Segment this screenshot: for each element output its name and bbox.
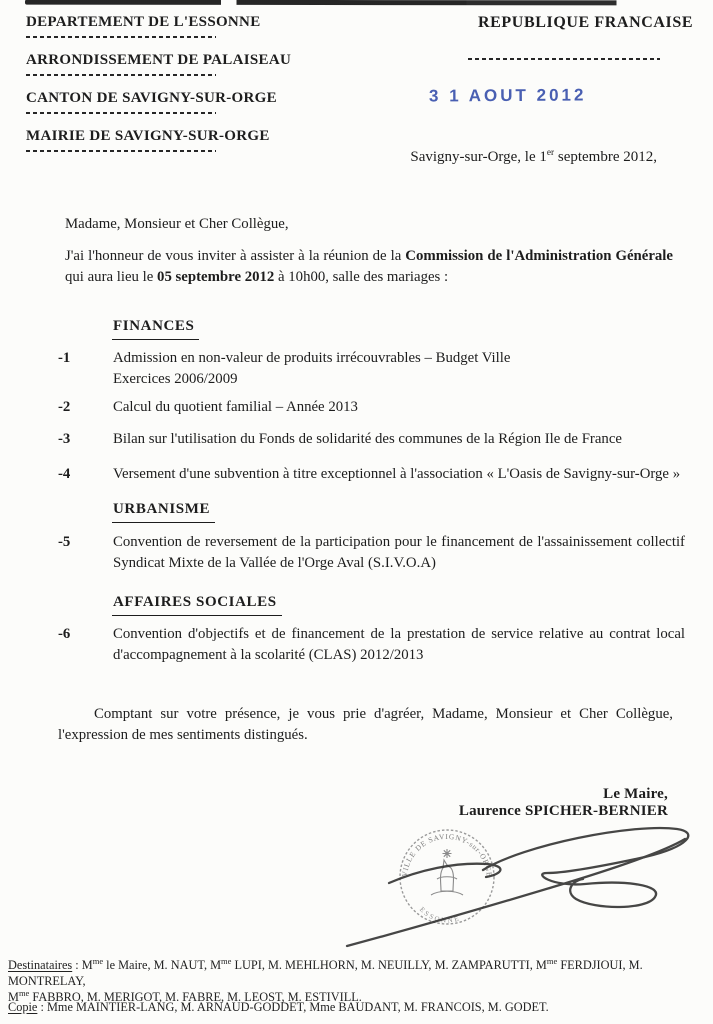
- divider-dashes: [26, 150, 216, 152]
- recipients-sup: me: [92, 955, 104, 966]
- item-number: -2: [58, 399, 71, 415]
- recipients-text: : M: [72, 958, 93, 972]
- signature-scrawl: [347, 828, 688, 946]
- closing-line: Comptant sur votre présence, je vous prie d'agréer, Madame, Monsieur et Cher Collègue,: [94, 706, 673, 722]
- section-title-urbanisme: [113, 499, 215, 523]
- seal-bottom-text: ESSONNE: [417, 905, 462, 925]
- sender-header-block: [26, 12, 292, 164]
- dateline-text: septembre 2012,: [554, 149, 657, 165]
- dateline: [410, 147, 657, 168]
- sender-line-canton: CANTON DE SAVIGNY-SUR-ORGE: [26, 90, 277, 106]
- recipients-sup: me: [546, 955, 558, 966]
- section-title-text: URBANISME: [112, 499, 215, 523]
- item-number: -1: [58, 350, 71, 366]
- item-number: -3: [58, 431, 71, 447]
- agenda-item-1: [58, 348, 676, 390]
- agenda-item-2: [58, 397, 676, 418]
- recipients-sup: me: [18, 987, 30, 998]
- section-title-text: FINANCES: [112, 316, 199, 340]
- closing-line: l'expression de mes sentiments distingués.: [58, 727, 308, 743]
- item-line: Bilan sur l'utilisation du Fonds de solidarité des communes de la Région Ile de France: [113, 431, 622, 447]
- intro-paragraph: [65, 246, 673, 288]
- item-line: Syndicat Mixte de la Vallée de l'Orge Aval (S.I.V.O.A): [113, 555, 436, 571]
- recipients-sup: me: [221, 955, 232, 966]
- item-number: -6: [58, 626, 71, 642]
- divider-dashes: [26, 112, 216, 114]
- intro-text: à 10h00, salle des mariages :: [274, 269, 449, 285]
- section-title-affaires-sociales: [113, 592, 282, 616]
- dateline-text: Savigny-sur-Orge, le 1: [410, 149, 547, 165]
- city-seal: [400, 830, 494, 925]
- item-line: d'accompagnement à la scolarité (CLAS) 2012/2013: [113, 647, 424, 663]
- divider-dashes: [468, 58, 660, 60]
- sender-line-arrondissement: ARRONDISSEMENT DE PALAISEAU: [26, 52, 292, 68]
- closing-paragraph: [58, 704, 673, 746]
- item-line: Versement d'une subvention à titre exceptionnel à l'association « L'Oasis de Savigny-sur-Orge »: [113, 466, 681, 482]
- received-date-stamp: 3 1 AOUT 2012: [428, 85, 587, 106]
- seal-ring-text: VILLE DE SAVIGNY-sur-ORGE: [399, 831, 495, 878]
- republic-title: REPUBLIQUE FRANCAISE: [478, 14, 694, 31]
- sender-line-departement: DEPARTEMENT DE L'ESSONNE: [26, 14, 261, 30]
- item-line: Convention de reversement de la participation pour le financement de l'assainissement collectif: [113, 534, 685, 550]
- seal-tower-emblem: [431, 849, 463, 895]
- section-title-text: AFFAIRES SOCIALES: [112, 592, 282, 616]
- intro-line-2: [65, 267, 673, 288]
- signature-and-seal: [333, 813, 711, 958]
- item-number: -4: [58, 466, 71, 482]
- signoff-role: Le Maire,: [603, 786, 668, 802]
- recipients-text: le Maire, M. NAUT, M: [103, 958, 222, 972]
- item-line: Exercices 2006/2009: [113, 371, 238, 387]
- intro-text: qui aura lieu le: [65, 269, 158, 285]
- item-number: -5: [58, 534, 71, 550]
- recipients-line-1: [8, 957, 703, 989]
- salutation: Madame, Monsieur et Cher Collègue,: [65, 216, 289, 232]
- dateline-ordinal: er: [546, 148, 555, 158]
- item-line: Admission en non-valeur de produits irrécouvrables – Budget Ville: [113, 350, 511, 366]
- signoff-name: Laurence SPICHER-BERNIER: [458, 803, 668, 819]
- item-line: Calcul du quotient familial – Année 2013: [113, 399, 358, 415]
- recipients-text: FERDJIOUI, M. MONTRELAY,: [8, 958, 643, 988]
- divider-dashes: [26, 36, 216, 38]
- sender-line-mairie: MAIRIE DE SAVIGNY-SUR-ORGE: [26, 128, 270, 144]
- recipients-label: Destinataires: [8, 958, 73, 972]
- meeting-date: 05 septembre 2012: [157, 269, 275, 285]
- recipients-block: [8, 957, 703, 1005]
- copy-label: Copie: [8, 1000, 38, 1014]
- intro-line-1: [65, 246, 673, 267]
- recipients-text: LUPI, M. MEHLHORN, M. NEUILLY, M. ZAMPARUTTI, M: [231, 958, 547, 972]
- item-line: Convention d'objectifs et de financement de la prestation de service relative au contrat local: [113, 626, 685, 642]
- agenda-item-5: [58, 532, 685, 574]
- recipients-text: FABBRO, M. MERIGOT, M. FABRE, M. LEOST, M. ESTIVILL.: [29, 990, 362, 1004]
- copy-text: : Mme MAINTIER-LANG, M. ARNAUD-GODDET, Mme BAUDANT, M. FRANCOIS, M. GODET.: [37, 1000, 549, 1014]
- agenda-item-6: [58, 624, 685, 666]
- commission-name: Commission de l'Administration Générale: [405, 248, 673, 264]
- intro-text: J'ai l'honneur de vous inviter à assister à la réunion de la: [65, 248, 406, 264]
- copy-block: [8, 999, 703, 1015]
- agenda-item-4: [58, 464, 681, 485]
- agenda-item-3: [58, 429, 676, 450]
- divider-dashes: [26, 74, 216, 76]
- section-title-finances: [113, 316, 199, 340]
- scan-edge-artifact: [25, 0, 638, 5]
- recipients-text: M: [8, 990, 19, 1004]
